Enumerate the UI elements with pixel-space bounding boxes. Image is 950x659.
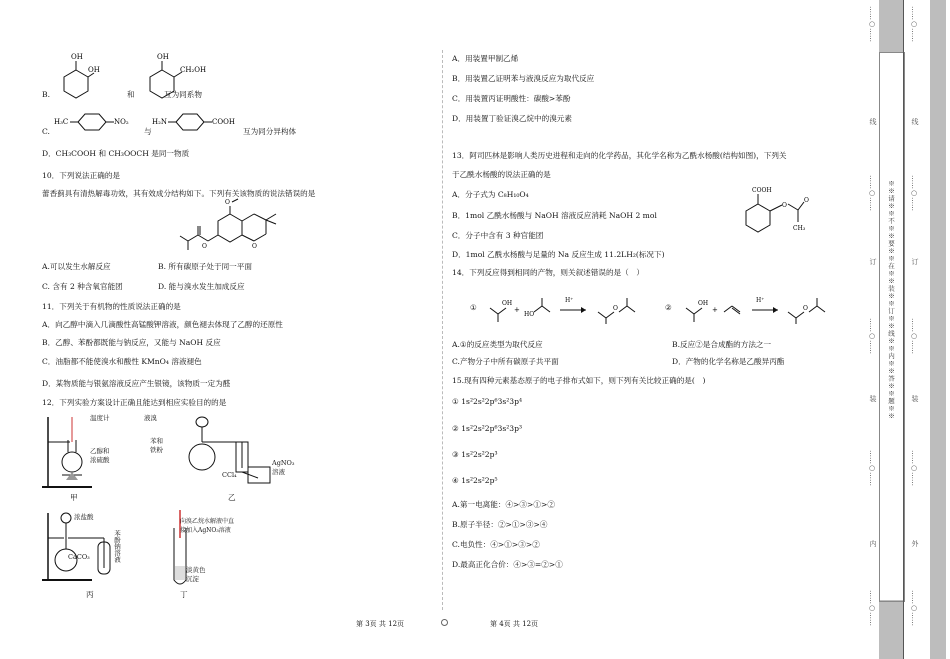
svg-text:CH₂OH: CH₂OH — [180, 66, 207, 74]
footer-circle — [441, 619, 448, 626]
option-d: D．CH₃COOH 和 CH₃OOCH 是同一物质 — [42, 149, 190, 158]
margin-dots-left-3: ……○…… — [868, 318, 876, 354]
margin-gray-outer — [930, 0, 946, 659]
label-thermometer: 温度计 — [90, 414, 110, 422]
q11-title: 11．下列关于有机物的性质说法正确的是 — [42, 302, 181, 311]
svg-text:+: + — [712, 306, 718, 314]
q13-option-a: A．分子式为 C₈H₁₀O₄ — [452, 190, 529, 199]
q14-option-c: C.产物分子中所有碳原子共平面 — [452, 357, 559, 366]
label-caco3: CaCO₃ — [68, 553, 90, 561]
label-solution: 溶液 — [272, 468, 285, 476]
label-hcl: 浓盐酸 — [74, 513, 94, 521]
option-b-label: B. — [42, 90, 50, 99]
q15-title: 15.现有四种元素基态原子的电子排布式如下，则下列有关比较正确的是( ) — [452, 376, 706, 385]
apparatus-yi — [170, 412, 280, 492]
margin-dots-right-5: ……○…… — [910, 590, 918, 626]
margin-label-ding-left: 订 — [869, 258, 877, 265]
label-agno3: AgNO₃ — [272, 459, 295, 467]
option-c-label: C. — [42, 127, 50, 136]
q10-stem: 蕾香蓟具有清热解毒功效，其有效成分结构如下。下列有关该物质的说法错误的是 — [42, 189, 316, 198]
margin-dots-left-2: ……○…… — [868, 175, 876, 211]
q14-circle-2: ② — [665, 303, 672, 312]
aspirin-structure — [738, 182, 828, 252]
q13-option-d: D．1mol 乙酰水杨酸与足量的 Na 反应生成 11.2LH₂(标况下) — [452, 250, 665, 259]
q15-option-a: A.第一电离能：④>③>①>② — [452, 500, 555, 509]
margin-dots-left-1: ……○…… — [868, 6, 876, 42]
label-acid: 浓硫酸 — [90, 456, 110, 464]
q14-hplus-2: H⁺ — [756, 297, 765, 304]
q14-option-b: B.反应②是合成酯的方法之一 — [672, 340, 772, 349]
apparatus-bing-label: 丙 — [86, 590, 94, 599]
svg-text:O: O — [804, 197, 809, 204]
q15-config-2: ② 1s²2s²2p⁶3s²3p³ — [452, 424, 523, 433]
apparatus-yi-label: 乙 — [228, 493, 236, 502]
margin-label-zhuang-right: 装 — [911, 395, 919, 402]
svg-text:O: O — [225, 199, 230, 206]
label-hydrolysis: 向溴乙烷水解液中直 — [180, 518, 235, 525]
q14-reaction-2 — [682, 290, 852, 326]
svg-text:O: O — [803, 305, 808, 312]
q11-option-a: A．向乙醇中滴入几滴酸性高锰酸钾溶液，颜色褪去体现了乙醇的还原性 — [42, 320, 283, 329]
margin-gray-bottom — [879, 600, 903, 659]
q15-option-b: B.原子半径：②>①>③>④ — [452, 520, 548, 529]
apparatus-jia-label: 甲 — [70, 493, 78, 502]
q14-reaction-1 — [486, 290, 666, 326]
catechol-structure — [54, 48, 98, 106]
margin-gray-top — [879, 0, 903, 52]
margin-warning-text: ※※请※※不※※要※※在※※装※※订※※线※※内※※答※※题※※ — [887, 180, 895, 420]
svg-text:O: O — [613, 305, 618, 312]
svg-text:+: + — [514, 306, 520, 314]
svg-text:COOH: COOH — [212, 118, 235, 126]
margin-label-nei: 内 — [869, 540, 877, 547]
q15-config-3: ③ 1s²2s²2p³ — [452, 450, 498, 459]
q10-title: 10．下列说法正确的是 — [42, 171, 121, 180]
margin-dots-left-4: ……○…… — [868, 450, 876, 486]
q11-option-d: D．某物质能与银氨溶液反应产生银镜，该物质一定为醛 — [42, 379, 231, 388]
margin-label-zhuang-left: 装 — [869, 395, 877, 402]
q10-option-b: B. 所有碳原子处于同一平面 — [158, 262, 252, 271]
ageratochromene-structure — [180, 196, 300, 252]
binding-margin — [862, 0, 950, 659]
q13-option-c: C．分子中含有 3 种官能团 — [452, 231, 544, 240]
q14-option-d: D．产物的化学名称是乙酸异丙酯 — [672, 357, 785, 366]
q11-option-c: C．油脂都不能使溴水和酸性 KMnO₄ 溶液褪色 — [42, 357, 202, 366]
svg-text:O: O — [782, 202, 787, 209]
svg-text:NO₂: NO₂ — [114, 118, 129, 126]
column-divider — [442, 50, 443, 610]
margin-label-ding-right: 订 — [911, 258, 919, 265]
q12-option-d: D．用装置丁验证溴乙烷中的溴元素 — [452, 114, 572, 123]
svg-text:CH₃: CH₃ — [793, 225, 806, 232]
page-number-4: 第 4页 共 12页 — [490, 620, 539, 628]
margin-label-xian-right: 线 — [911, 118, 919, 125]
q15-option-d: D.最高正化合价：④>③=②>① — [452, 560, 563, 569]
option-c-and: 与 — [144, 127, 152, 136]
q10-option-c: C. 含有 2 种含氧官能团 — [42, 282, 123, 291]
svg-text:OH: OH — [71, 53, 83, 61]
svg-text:OH: OH — [698, 300, 709, 307]
svg-text:HO: HO — [524, 311, 535, 318]
aminobenzoic-acid-structure — [152, 108, 247, 138]
q14-circle-1: ① — [470, 303, 477, 312]
page-number-3: 第 3页 共 12页 — [356, 620, 405, 628]
methyl-nitrobenzene-structure — [54, 108, 144, 138]
svg-text:O: O — [202, 243, 207, 250]
q12-option-b: B．用装置乙证明苯与液溴反应为取代反应 — [452, 74, 595, 83]
q12-option-a: A．用装置甲制乙烯 — [452, 54, 519, 63]
apparatus-ding-label: 丁 — [180, 590, 188, 599]
margin-dots-right-1: ……○…… — [910, 6, 918, 42]
margin-dots-right-4: ……○…… — [910, 450, 918, 486]
label-iron: 铁粉 — [150, 446, 163, 454]
q14-title: 14．下列反应得到相同的产物，则关叙述错误的是（ ） — [452, 268, 644, 277]
margin-dots-right-2: ……○…… — [910, 175, 918, 211]
margin-dots-right-3: ……○…… — [910, 318, 918, 354]
q13-option-b: B．1mol 乙酰水杨酸与 NaOH 溶液反应消耗 NaOH 2 mol — [452, 211, 657, 220]
q10-option-d: D. 能与溴水发生加成反应 — [158, 282, 245, 291]
svg-text:OH: OH — [502, 300, 513, 307]
svg-text:OH: OH — [88, 66, 100, 74]
svg-text:H₂N: H₂N — [152, 118, 168, 126]
q13-line-2: 于乙酰水杨酸的说法正确的是 — [452, 170, 551, 179]
label-ethanol: 乙醇和 — [90, 447, 110, 455]
margin-rule-1 — [903, 0, 904, 659]
margin-label-wai: 外 — [911, 540, 919, 547]
label-yellow: 淡黄色 — [186, 566, 206, 574]
q15-option-c: C.电负性：④>①>③>② — [452, 540, 540, 549]
q15-config-4: ④ 1s²2s²2p⁵ — [452, 476, 498, 485]
svg-text:H₃C: H₃C — [54, 118, 69, 126]
margin-label-xian-left: 线 — [869, 118, 877, 125]
q15-config-1: ① 1s²2s²2p⁶3s²3p⁴ — [452, 397, 523, 406]
label-benzene: 苯和 — [150, 437, 163, 445]
label-precipitate: 沉淀 — [186, 575, 199, 583]
q13-line-1: 13．阿司匹林是影响人类历史进程和走向的化学药品，其化学名称为乙酰水杨酸(结构如图)，下列关 — [452, 151, 787, 160]
q12-title: 12．下列实验方案设计正确且能达到相应实验目的的是 — [42, 398, 227, 407]
q12-option-c: C．用装置丙证明酸性：碳酸>苯酚 — [452, 94, 571, 103]
label-bromine: 液溴 — [144, 414, 157, 422]
label-phenolate: 苯酚钠溶液 — [113, 530, 121, 563]
apparatus-jia — [42, 412, 132, 492]
label-hydrolysis-2: 接加入AgNO₃溶液 — [180, 527, 231, 534]
q11-option-b: B．乙醇、苯酚都既能与钠反应，又能与 NaOH 反应 — [42, 338, 221, 347]
margin-dots-left-5: ……○…… — [868, 590, 876, 626]
svg-text:COOH: COOH — [752, 187, 772, 194]
svg-text:OH: OH — [157, 53, 169, 61]
q14-option-a: A.①的反应类型为取代反应 — [452, 340, 543, 349]
option-b-and: 和 — [127, 90, 135, 99]
q14-hplus-1: H⁺ — [565, 297, 574, 304]
svg-text:O: O — [252, 243, 257, 250]
option-b-text: 互为同系物 — [164, 90, 202, 99]
option-c-text: 互为同分异构体 — [243, 127, 297, 136]
label-ccl4: CCl₄ — [222, 471, 237, 479]
q10-option-a: A.可以发生水解反应 — [42, 262, 111, 271]
